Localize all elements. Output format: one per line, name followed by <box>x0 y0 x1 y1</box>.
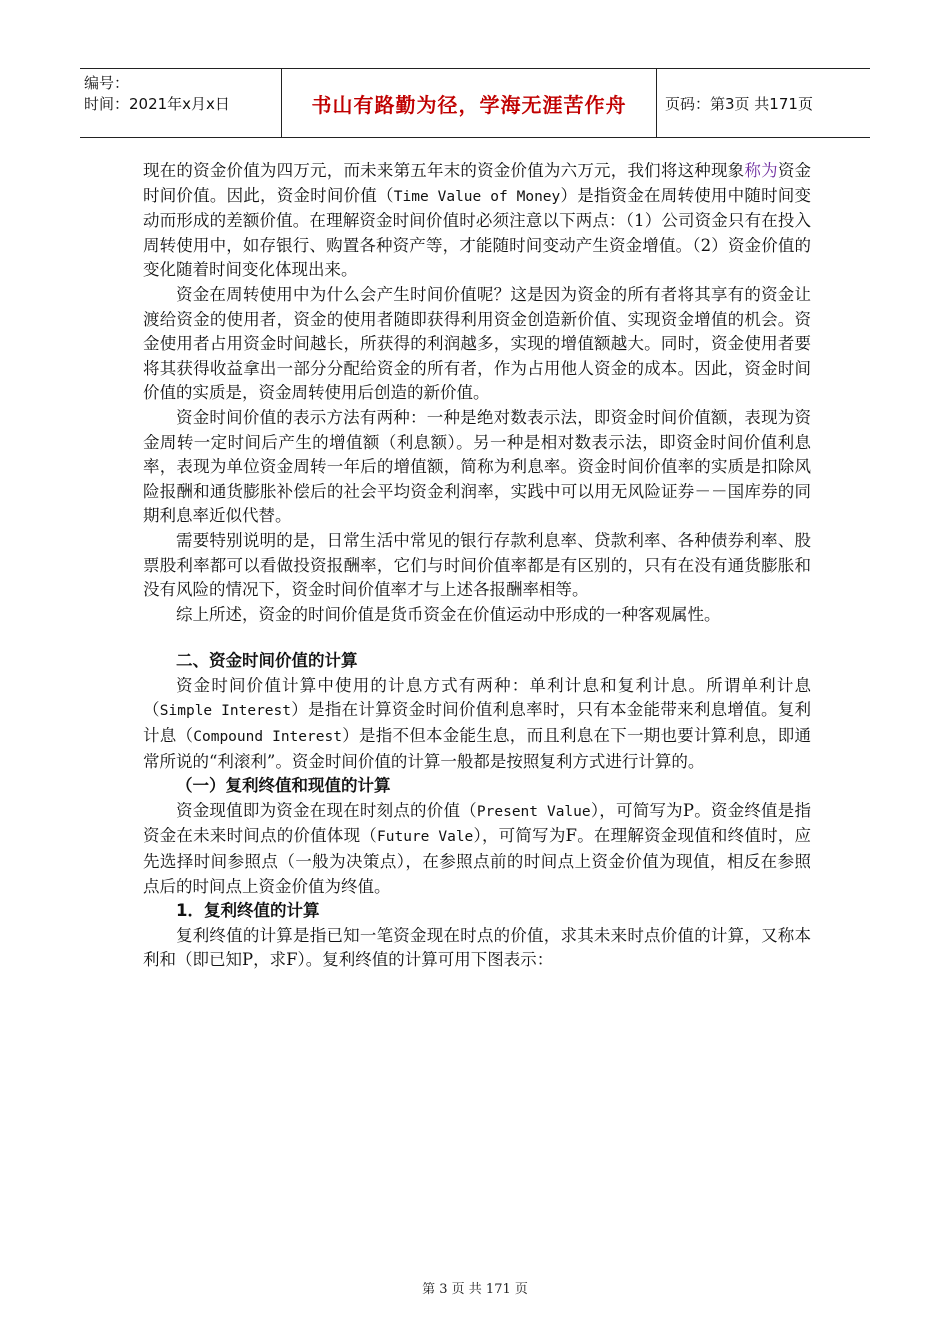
page-header <box>80 68 870 138</box>
paragraph-2: 资金在周转使用中为什么会产生时间价值呢？这是因为资金的所有者将其享有的资金让渡给资金的使用者，资金的使用者随即获得利用资金创造新价值、实现资金增值的机会。资金使用者占用资金时间越长，所获得的利润越多，实现的增值额越大。同时，资金使用者要将其获得收益拿出一部分分配给资金的所有者，作为占用他人资金的成本。因此，资金时间价值的实质是，资金周转使用后创造的新价值。 <box>143 284 811 403</box>
document-body <box>143 159 811 973</box>
header-page-cell <box>657 69 870 137</box>
header-motto: 书山有路勤为径，学海无涯苦作舟 <box>311 92 627 117</box>
subsection-heading-1: （一）复利终值和现值的计算 <box>176 776 391 796</box>
paragraph-4: 需要特别说明的是，日常生活中常见的银行存款利息率、贷款利率、各种债券利率、股票股利率都可以看做投资报酬率，它们与时间价值率都是有区别的，只有在没有通货膨胀和没有风险的情况下，资金时间价值率才与上述各报酬率相等。 <box>143 530 811 600</box>
subsection-heading-2: 1．复利终值的计算 <box>176 901 320 921</box>
time-label: 时间：2021年x月x日 <box>84 95 230 113</box>
header-page-label: 页码：第3页 共171页 <box>665 94 813 113</box>
paragraph-5: 综上所述，资金的时间价值是货币资金在价值运动中形成的一种客观属性。 <box>176 604 721 624</box>
spacer <box>143 627 811 649</box>
paragraph-7: 资金现值即为资金在现在时刻点的价值（Present Value），可简写为P。资金终值是指资金在未来时间点的价值体现（Future Vale），可简写为F。在理解资金现值和终值时，应先选择时间参照点（一般为决策点），在参照点前的时间点上资金价值为现值，相反在参照点后的时间点上资金价值为终值。 <box>143 800 812 896</box>
section-heading: 二、资金时间价值的计算 <box>176 651 358 671</box>
paragraph-6: 资金时间价值计算中使用的计息方式有两种：单利计息和复利计息。所谓单利计息（Simple Interest）是指在计算资金时间价值利息率时，只有本金能带来利息增值。复利计息（Compound Interest）是指不但本金能生息，而且利息在下一期也要计算利息，即通常所说的“利滚利”。资金时间价值的计算一般都是按照复利方式进行计算的。 <box>143 675 812 771</box>
link-text: 称为 <box>744 161 778 180</box>
paragraph-8: 复利终值的计算是指已知一笔资金现在时点的价值，求其未来时点价值的计算，又称本利和（即已知P，求F）。复利终值的计算可用下图表示： <box>143 925 811 970</box>
paragraph-3: 资金时间价值的表示方法有两种：一种是绝对数表示法，即资金时间价值额，表现为资金周转一定时间后产生的增值额（利息额）。另一种是相对数表示法，即资金时间价值利息率，表现为单位资金周转一年后的增值额，简称为利息率。资金时间价值率的实质是扣除风险报酬和通货膨胀补偿后的社会平均资金利润率，实践中可以用无风险证券－－国库券的同期利息率近似代替。 <box>143 407 811 526</box>
header-motto-cell <box>282 69 657 137</box>
page-footer: 第 3 页 共 171 页 <box>422 1282 528 1297</box>
number-label: 编号： <box>84 74 130 92</box>
paragraph-1: 现在的资金价值为四万元，而未来第五年末的资金价值为六万元，我们将这种现象称为资金时间价值。因此，资金时间价值（Time Value of Money）是指资金在周转使用中随时间变动而形成的差额价值。在理解资金时间价值时必须注意以下两点：（1）公司资金只有在投入周转使用中，如存银行、购置各种资产等，才能随时间变动产生资金增值。（2）资金价值的变化随着时间变化体现出来。 <box>143 161 812 280</box>
header-meta <box>80 69 282 137</box>
